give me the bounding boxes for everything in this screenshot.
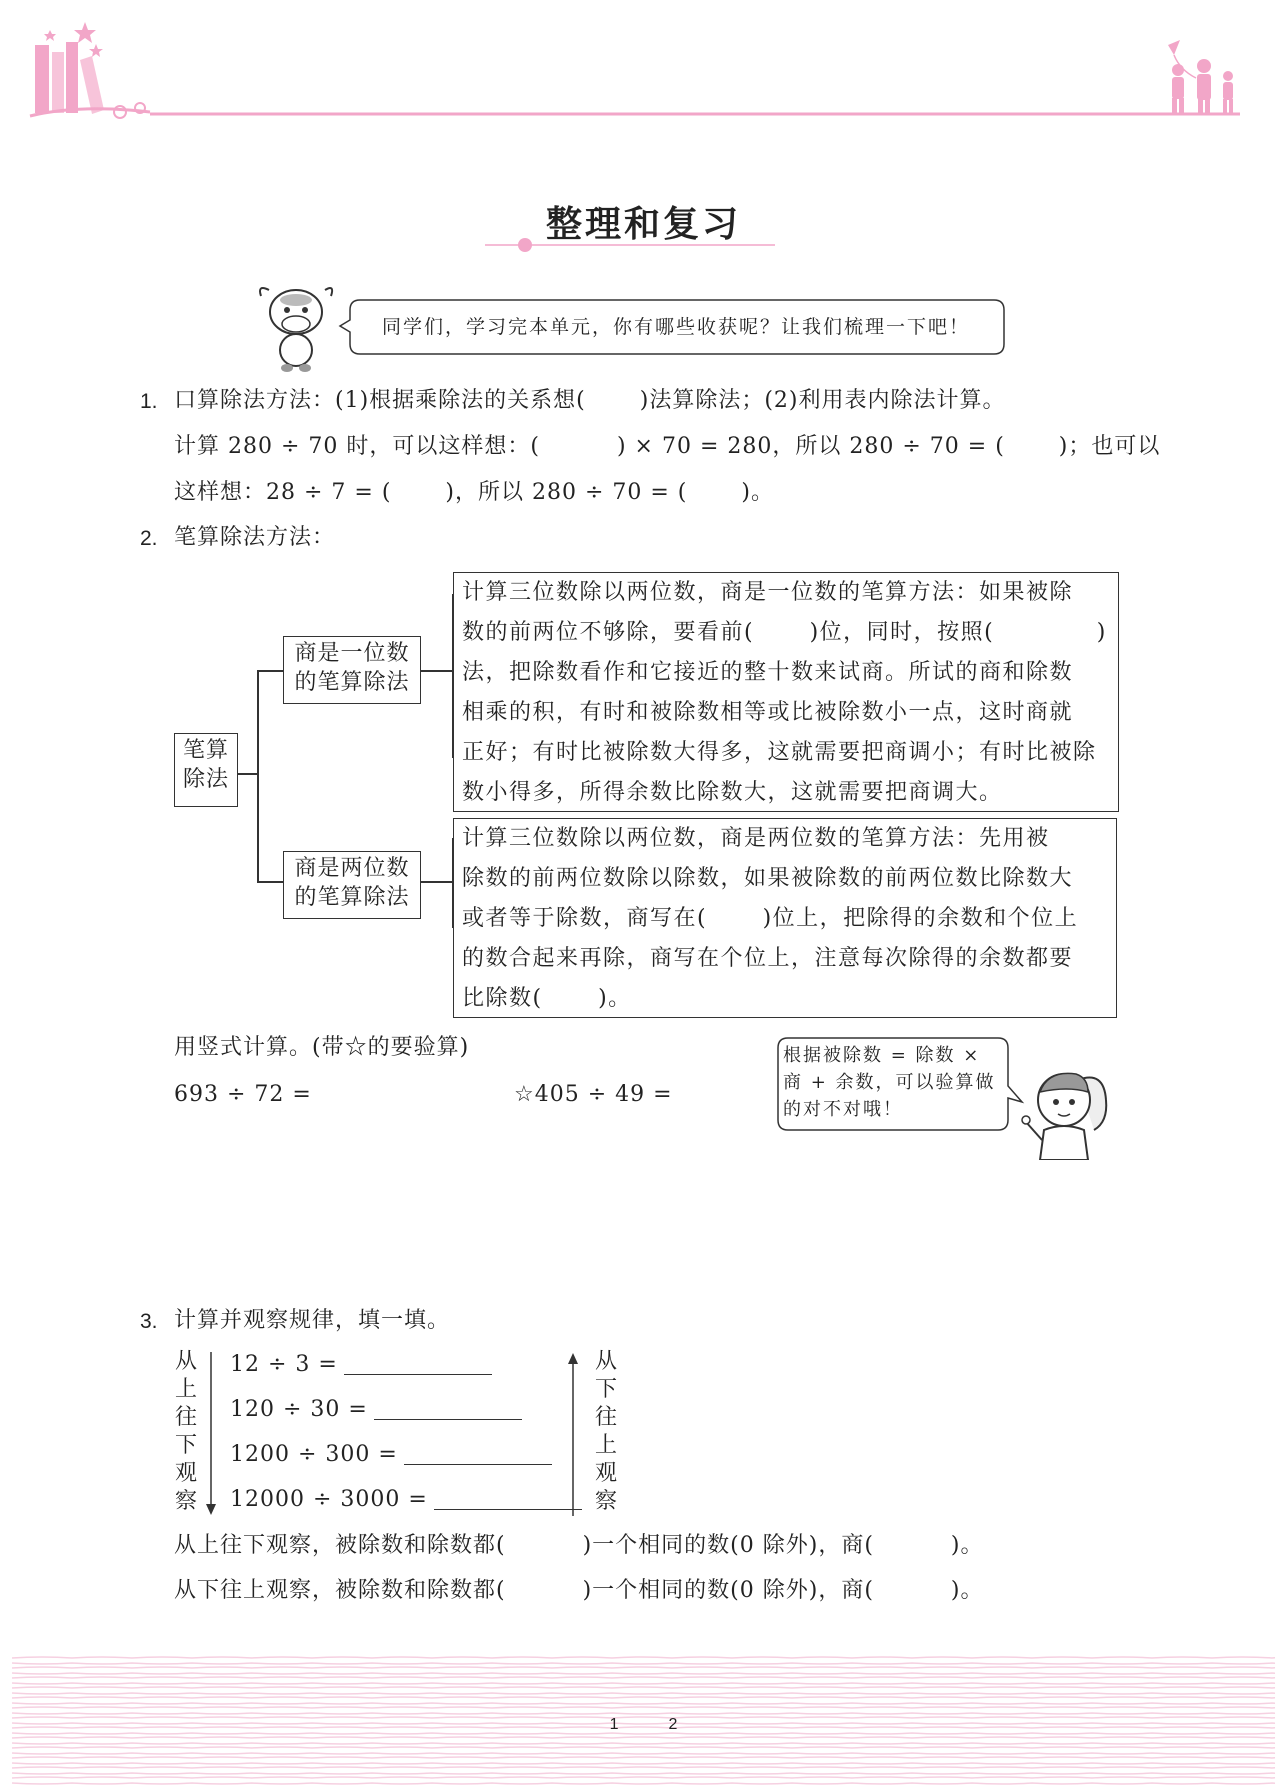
q3-heading: 计算并观察规律，填一填。 xyxy=(174,1308,451,1333)
books-logo-icon xyxy=(30,42,150,118)
vchar: 往 xyxy=(174,1405,197,1430)
footer-wave-line xyxy=(12,1753,1275,1754)
footer-wave-line xyxy=(12,1767,1275,1768)
vchar: 观 xyxy=(594,1461,617,1486)
footer-wave-line xyxy=(12,1743,1275,1744)
equation-2 xyxy=(230,1397,522,1423)
answer-blank[interactable] xyxy=(404,1442,552,1465)
method-box-two-digit-quotient xyxy=(453,818,1117,1018)
vchar: 下 xyxy=(594,1377,617,1402)
tree-connector xyxy=(421,881,453,883)
branch2-line2: 的笔算除法 xyxy=(294,885,410,910)
footer-wave-line xyxy=(12,1697,1275,1698)
branch1-label xyxy=(283,636,421,704)
cow-mascot-icon xyxy=(255,282,337,374)
footer-wave-line xyxy=(12,1747,1275,1748)
footer-wave-line xyxy=(12,1683,1275,1684)
equation-3 xyxy=(230,1442,552,1468)
answer-blank[interactable] xyxy=(344,1352,492,1375)
box1-line: 法，把除数看作和它接近的整十数来试商。所试的商和除数 xyxy=(462,660,1074,685)
footer-wave-line xyxy=(12,1773,1275,1774)
method-box-one-digit-quotient xyxy=(453,572,1119,812)
box1-line: 正好；有时比被除数大得多，这就需要把商调小；有时比被除 xyxy=(462,740,1097,765)
header-decoration xyxy=(0,0,1287,140)
box2-line: 除数的前两位数除以除数，如果被除数的前两位数比除数大 xyxy=(462,866,1074,891)
box1-line: 数的前两位不够除，要看前( )位，同时，按照( ) xyxy=(462,620,1107,645)
footer-wave-line xyxy=(12,1693,1275,1694)
girl-mascot-icon xyxy=(1018,1060,1118,1160)
tree-connector xyxy=(238,773,258,775)
equation-1 xyxy=(230,1352,492,1378)
vchar: 从 xyxy=(594,1349,617,1374)
q1-line3: 这样想：28 ÷ 7 = ( )，所以 280 ÷ 70 = ( )。 xyxy=(174,480,774,505)
tip-line: 的对不对哦！ xyxy=(783,1099,903,1120)
box1-line: 相乘的积，有时和被除数相等或比被除数小一点，这时商就 xyxy=(462,700,1074,725)
equation-text: 120 ÷ 30 = xyxy=(230,1397,368,1422)
vchar: 上 xyxy=(594,1433,617,1458)
vchar: 从 xyxy=(174,1349,197,1374)
tree-root-line1: 笔算 xyxy=(182,738,229,763)
vchar: 观 xyxy=(174,1461,197,1486)
q1-number: 1. xyxy=(140,390,158,413)
branch1-line1: 商是一位数 xyxy=(294,641,410,666)
box1-line: 计算三位数除以两位数，商是一位数的笔算方法：如果被除 xyxy=(462,580,1074,605)
calc-problem-1: 693 ÷ 72 = xyxy=(174,1082,312,1107)
intro-bubble-text: 同学们，学习完本单元，你有哪些收获呢？让我们梳理一下吧！ xyxy=(382,316,971,338)
footer-wave-line xyxy=(12,1707,1275,1708)
footer-wave-line xyxy=(12,1673,1275,1674)
vchar: 上 xyxy=(174,1377,197,1402)
tip-line: 商 + 余数，可以验算做 xyxy=(783,1072,996,1093)
box1-line: 数小得多，所得余数比除数大，这就需要把商调大。 xyxy=(462,780,1003,805)
equation-text: 12 ÷ 3 = xyxy=(230,1352,338,1377)
footer-wave-line xyxy=(12,1663,1275,1664)
vertical-calc-title: 用竖式计算。(带☆的要验算) xyxy=(174,1035,470,1060)
vchar: 下 xyxy=(174,1433,197,1458)
branch2-line1: 商是两位数 xyxy=(294,856,410,881)
tip-line: 根据被除数 = 除数 × xyxy=(783,1045,981,1066)
box2-line: 比除数( )。 xyxy=(462,986,632,1011)
footer-wave-line xyxy=(12,1677,1275,1678)
tree-connector xyxy=(257,670,283,672)
top-down-observe-label xyxy=(174,1348,198,1516)
observation-2: 从下往上观察，被除数和除数都( )一个相同的数(0 除外)，商( )。 xyxy=(174,1578,984,1603)
answer-blank[interactable] xyxy=(434,1487,582,1510)
title-underline-decoration xyxy=(485,235,775,255)
q1-line2: 计算 280 ÷ 70 时，可以这样想：( ) × 70 = 280，所以 280 ÷ 70 = ( )；也可以 xyxy=(174,434,1161,459)
equation-4 xyxy=(230,1487,582,1513)
tree-root-line2: 除法 xyxy=(182,767,229,792)
footer-wave-line xyxy=(12,1783,1275,1784)
tree-connector xyxy=(257,881,283,883)
bottom-up-observe-label xyxy=(594,1348,618,1516)
tip-bubble-text xyxy=(783,1042,996,1123)
footer-wave-line xyxy=(12,1713,1275,1714)
vchar: 察 xyxy=(594,1489,617,1514)
footer-wave-line xyxy=(12,1703,1275,1704)
page-title: 整理和复习 xyxy=(545,203,741,245)
branch1-line2: 的笔算除法 xyxy=(294,670,410,695)
q1-line1: 口算除法方法：(1)根据乘除法的关系想( )法算除法；(2)利用表内除法计算。 xyxy=(174,388,1006,413)
q2-heading: 笔算除法方法： xyxy=(174,525,336,550)
footer-wave-line xyxy=(12,1687,1275,1688)
tree-connector xyxy=(257,670,259,882)
footer-wave-line xyxy=(12,1757,1275,1758)
equation-text: 12000 ÷ 3000 = xyxy=(230,1487,428,1512)
q2-number: 2. xyxy=(140,527,158,550)
tree-connector xyxy=(421,670,453,672)
answer-blank[interactable] xyxy=(374,1397,522,1420)
observation-1: 从上往下观察，被除数和除数都( )一个相同的数(0 除外)，商( )。 xyxy=(174,1533,984,1558)
footer-wave-line xyxy=(12,1667,1275,1668)
box2-line: 计算三位数除以两位数，商是两位数的笔算方法：先用被 xyxy=(462,826,1050,851)
footer-wave-line xyxy=(12,1777,1275,1778)
footer-wave-line xyxy=(12,1737,1275,1738)
box2-line: 的数合起来再除，商写在个位上，注意每次除得的余数都要 xyxy=(462,946,1074,971)
branch2-label xyxy=(283,851,421,919)
footer-wave-line xyxy=(12,1763,1275,1764)
tree-root-label xyxy=(174,733,238,807)
children-kite-icon xyxy=(1168,40,1233,115)
q3-number: 3. xyxy=(140,1310,158,1333)
box2-line: 或者等于除数，商写在( )位上，把除得的余数和个位上 xyxy=(462,906,1079,931)
calc-problem-2: ☆405 ÷ 49 = xyxy=(514,1082,673,1107)
page-number: 12 xyxy=(609,1716,728,1733)
down-arrow-icon xyxy=(204,1352,218,1516)
equation-text: 1200 ÷ 300 = xyxy=(230,1442,398,1467)
vchar: 往 xyxy=(594,1405,617,1430)
footer-wave-line xyxy=(12,1657,1275,1658)
vchar: 察 xyxy=(174,1489,197,1514)
up-arrow-icon xyxy=(566,1352,580,1516)
